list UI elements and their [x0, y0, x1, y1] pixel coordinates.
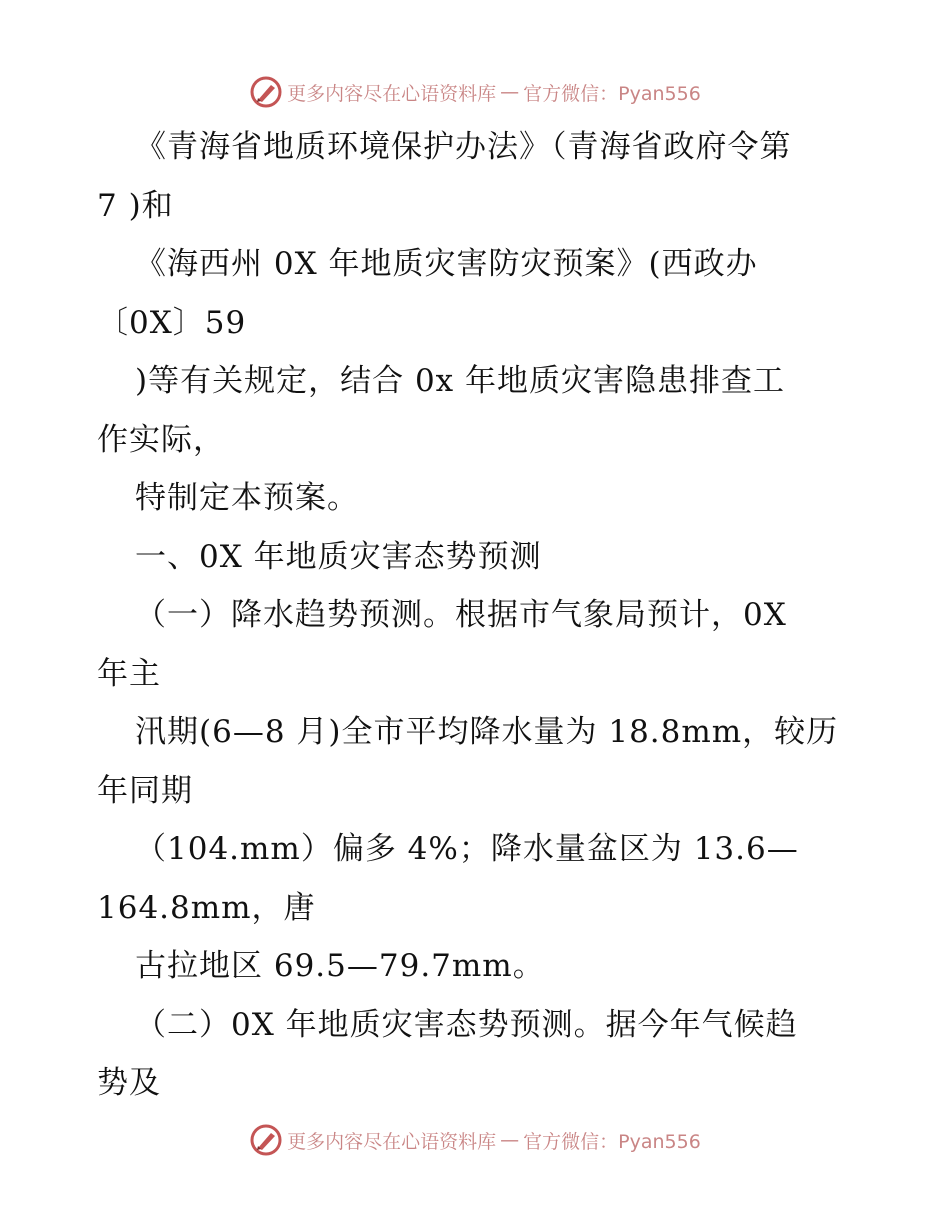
- text-line: 7 )和: [97, 187, 174, 224]
- text-line: 年主: [97, 655, 161, 692]
- watermark-text: 更多内容尽在心语资料库: [287, 82, 497, 105]
- text-line: 〔0X〕59: [97, 304, 247, 341]
- text-line: 特制定本预案。: [135, 480, 359, 516]
- text-line: （104.mm）偏多 4%；降水量盆区为 13.6—: [135, 831, 799, 867]
- pen-logo-icon: [249, 1123, 283, 1157]
- text-line: 年同期: [97, 772, 193, 809]
- text-line: 汛期(6—8 月)全市平均降水量为 18.8mm，较历: [135, 714, 839, 750]
- text-line: 《海西州 0X 年地质灾害防灾预案》(西政办: [135, 246, 758, 282]
- watermark-text: 更多内容尽在心语资料库: [287, 1130, 497, 1153]
- text-line: 作实际，: [97, 421, 225, 458]
- text-line: 势及: [97, 1065, 161, 1101]
- text-line: 《青海省地质环境保护办法》（青海省政府令第: [135, 129, 792, 165]
- text-line: （一）降水趋势预测。根据市气象局预计，0X: [135, 597, 787, 633]
- pen-logo-icon: [249, 75, 283, 109]
- watermark-separator: —: [500, 81, 520, 103]
- watermark-contact: 官方微信：Pyan556: [523, 1130, 701, 1153]
- text-line: )等有关规定，结合 0x 年地质灾害隐患排查工: [135, 363, 786, 399]
- watermark-header: [0, 70, 950, 114]
- watermark-contact: 官方微信：Pyan556: [523, 82, 701, 105]
- text-line: （二）0X 年地质灾害态势预测。据今年气候趋: [135, 1006, 798, 1043]
- document-body: [97, 118, 867, 1113]
- watermark-footer: [0, 1118, 950, 1162]
- text-line: 164.8mm，唐: [97, 889, 316, 926]
- text-line: 一、0X 年地质灾害态势预测: [135, 538, 542, 575]
- watermark-separator: —: [500, 1129, 520, 1151]
- text-line: 古拉地区 69.5—79.7mm。: [135, 948, 545, 984]
